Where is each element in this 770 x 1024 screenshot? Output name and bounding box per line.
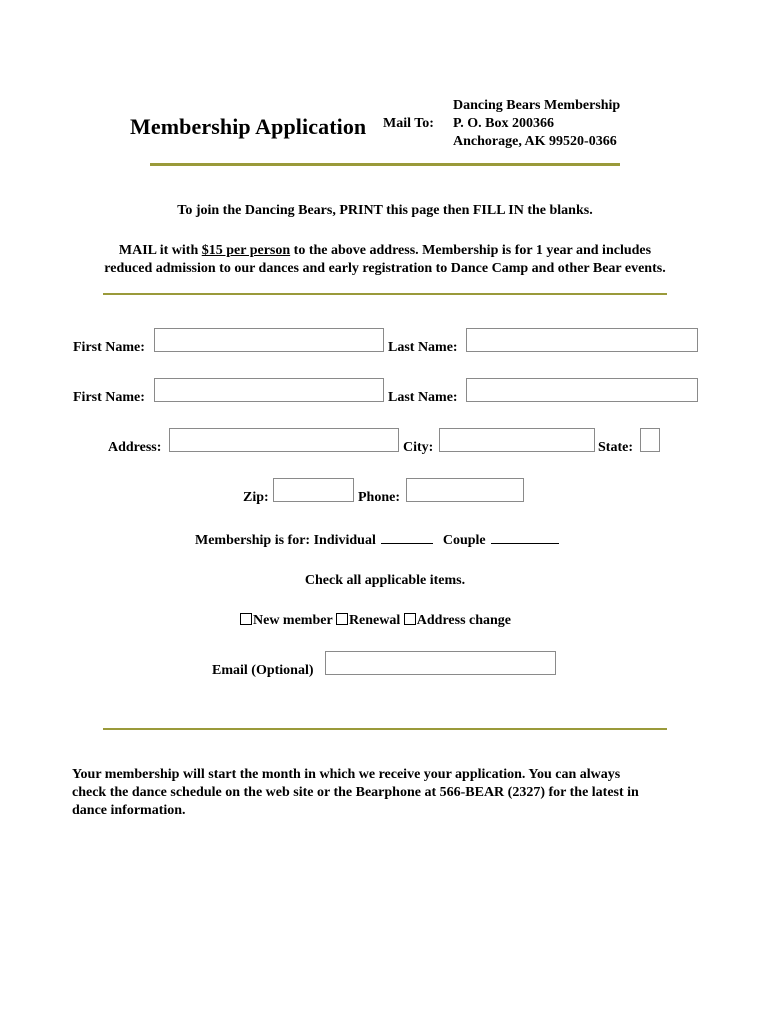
page-title: Membership Application: [130, 114, 367, 139]
zip-input[interactable]: [273, 478, 354, 502]
city-label: City:: [403, 440, 434, 455]
email-input[interactable]: [325, 651, 556, 675]
membership-options: [240, 613, 511, 629]
membership-type-line: [195, 531, 559, 549]
renewal-label: Renewal: [348, 613, 401, 628]
new-member-checkbox[interactable]: [240, 613, 252, 625]
state-label: State:: [598, 440, 633, 455]
membership-note-line-2: check the dance schedule on the web site or the Bearphone at 566-BEAR (2327) for the latest in: [72, 785, 639, 800]
address-input[interactable]: [169, 428, 399, 452]
first-name-label: First Name:: [73, 340, 145, 355]
membership-fee: $15 per person: [201, 243, 291, 258]
last-name-input-2[interactable]: [466, 378, 698, 402]
individual-blank[interactable]: [381, 531, 433, 544]
address-change-label: Address change: [416, 613, 512, 628]
membership-note-line-3: dance information.: [72, 803, 186, 818]
renewal-checkbox[interactable]: [336, 613, 348, 625]
membership-note-line-1: Your membership will start the month in which we receive your application. You can always: [72, 767, 621, 782]
membership-note: [72, 766, 639, 820]
check-all-instruction: Check all applicable items.: [304, 573, 466, 588]
intro-benefits: reduced admission to our dances and early registration to Dance Camp and other Bear events.: [104, 261, 666, 276]
email-label: Email (Optional): [212, 663, 314, 678]
last-name-label: Last Name:: [388, 390, 458, 405]
first-name-input-2[interactable]: [154, 378, 384, 402]
address-line-po-box: P. O. Box 200366: [453, 116, 554, 131]
state-input[interactable]: [640, 428, 660, 452]
mailing-address: [453, 97, 620, 151]
new-member-label: New member: [253, 613, 333, 628]
zip-label: Zip:: [243, 490, 269, 505]
address-label: Address:: [108, 440, 162, 455]
phone-label: Phone:: [358, 490, 400, 505]
address-line-city: Anchorage, AK 99520-0366: [453, 134, 617, 149]
membership-couple-label: Couple: [442, 533, 486, 548]
mail-suffix: to the above address. Membership is for 1 year and includes: [290, 243, 652, 258]
first-name-label: First Name:: [73, 390, 145, 405]
last-name-input-1[interactable]: [466, 328, 698, 352]
address-line-organization: Dancing Bears Membership: [453, 98, 621, 113]
mail-prefix: MAIL it with: [118, 243, 202, 258]
phone-input[interactable]: [406, 478, 524, 502]
footer-divider: [103, 728, 667, 730]
city-input[interactable]: [439, 428, 595, 452]
intro-divider: [103, 293, 667, 295]
header-divider: [150, 163, 620, 166]
couple-blank[interactable]: [491, 531, 559, 544]
first-name-input-1[interactable]: [154, 328, 384, 352]
last-name-label: Last Name:: [388, 340, 458, 355]
intro-mail-line: [0, 243, 770, 259]
membership-individual-label: Membership is for: Individual: [195, 533, 376, 548]
address-change-checkbox[interactable]: [404, 613, 416, 625]
mail-to-label: Mail To:: [383, 116, 434, 131]
intro-instruction: To join the Dancing Bears, PRINT this page then FILL IN the blanks.: [177, 203, 593, 218]
